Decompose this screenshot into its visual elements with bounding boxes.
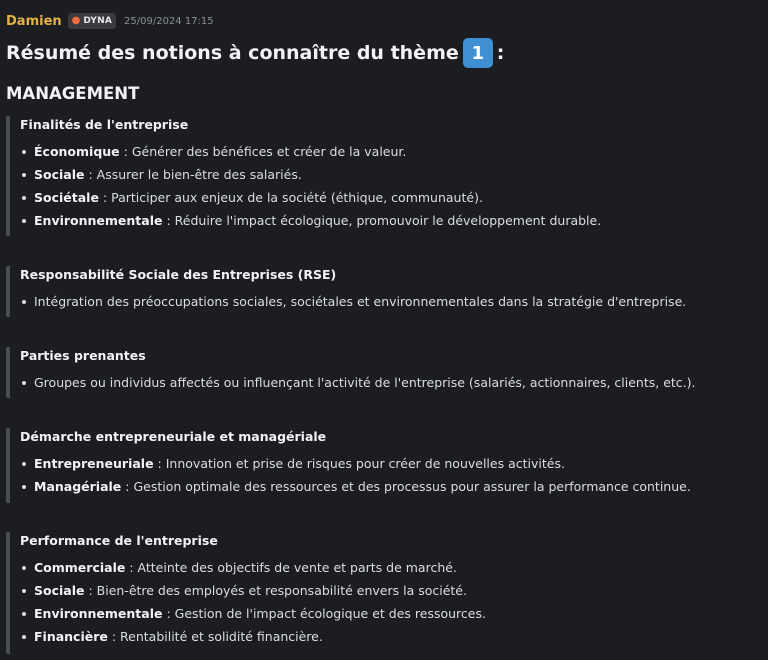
- list-item: [20, 579, 486, 602]
- list-item-text: : Réduire l'impact écologique, promouvoir le développement durable.: [162, 213, 602, 228]
- list-item: [20, 475, 691, 498]
- list-item-text: : Générer des bénéfices et créer de la valeur.: [119, 144, 407, 159]
- server-tag-label: DYNA: [83, 16, 113, 26]
- title-text: Résumé des notions à connaître du thème: [6, 42, 459, 64]
- blockquote-parties-prenantes: [6, 347, 696, 398]
- list-item-text: Intégration des préoccupations sociales, sociétales et environnementales dans la stratégie d'entreprise.: [34, 294, 687, 309]
- bullet-list: [20, 371, 696, 394]
- blockquote-title: Performance de l'entreprise: [20, 533, 218, 548]
- blockquote-demarche: [6, 428, 691, 503]
- list-item: [20, 602, 486, 625]
- list-item-text: Groupes ou individus affectés ou influençant l'activité de l'entreprise (salariés, actionnaires, clients, etc.).: [34, 375, 696, 390]
- list-item: [20, 163, 601, 186]
- list-item-text: : Bien-être des employés et responsabilité envers la société.: [84, 583, 467, 598]
- list-item-text: : Innovation et prise de risques pour créer de nouvelles activités.: [153, 456, 565, 471]
- list-item: [20, 186, 601, 209]
- list-item: [20, 625, 486, 648]
- list-item-term: Environnementale: [34, 213, 163, 228]
- list-item-text: : Gestion de l'impact écologique et des ressources.: [162, 606, 486, 621]
- list-item-text: : Assurer le bien-être des salariés.: [84, 167, 302, 182]
- list-item-text: : Atteinte des objectifs de vente et parts de marché.: [125, 560, 457, 575]
- list-item-term: Financière: [34, 629, 108, 644]
- flame-icon: ●: [71, 15, 81, 26]
- blockquote-finalites: [6, 116, 601, 236]
- message-title: [6, 38, 504, 68]
- blockquote-rse: [6, 266, 686, 317]
- blockquote-title: Finalités de l'entreprise: [20, 117, 189, 132]
- list-item-term: Environnementale: [34, 606, 163, 621]
- keycap-one-emoji: 1: [463, 38, 493, 68]
- list-item-term: Sociale: [34, 167, 85, 182]
- title-suffix: :: [496, 42, 505, 64]
- list-item-term: Économique: [34, 144, 120, 159]
- list-item-term: Sociale: [34, 583, 85, 598]
- message-timestamp: 25/09/2024 17:15: [124, 15, 214, 27]
- list-item: [20, 452, 691, 475]
- list-item-text: : Rentabilité et solidité financière.: [107, 629, 323, 644]
- section-heading: MANAGEMENT: [6, 84, 140, 103]
- author-name[interactable]: Damien: [6, 13, 62, 29]
- list-item-text: : Participer aux enjeux de la société (éthique, communauté).: [98, 190, 483, 205]
- list-item: [20, 290, 686, 313]
- list-item-term: Sociétale: [34, 190, 99, 205]
- bullet-list: [20, 452, 691, 498]
- list-item: [20, 209, 601, 232]
- list-item: [20, 140, 601, 163]
- blockquote-title: Responsabilité Sociale des Entreprises (RSE): [20, 267, 337, 282]
- list-item-term: Entrepreneuriale: [34, 456, 154, 471]
- server-tag[interactable]: [68, 13, 116, 29]
- message-header: [6, 12, 214, 30]
- blockquote-performance: [6, 532, 486, 654]
- list-item-term: Commerciale: [34, 560, 126, 575]
- bullet-list: [20, 556, 486, 648]
- blockquote-title: Parties prenantes: [20, 348, 146, 363]
- list-item: [20, 556, 486, 579]
- list-item: [20, 371, 696, 394]
- list-item-term: Managériale: [34, 479, 122, 494]
- bullet-list: [20, 290, 686, 313]
- bullet-list: [20, 140, 601, 232]
- blockquote-title: Démarche entrepreneuriale et managériale: [20, 429, 327, 444]
- list-item-text: : Gestion optimale des ressources et des processus pour assurer la performance continue.: [121, 479, 691, 494]
